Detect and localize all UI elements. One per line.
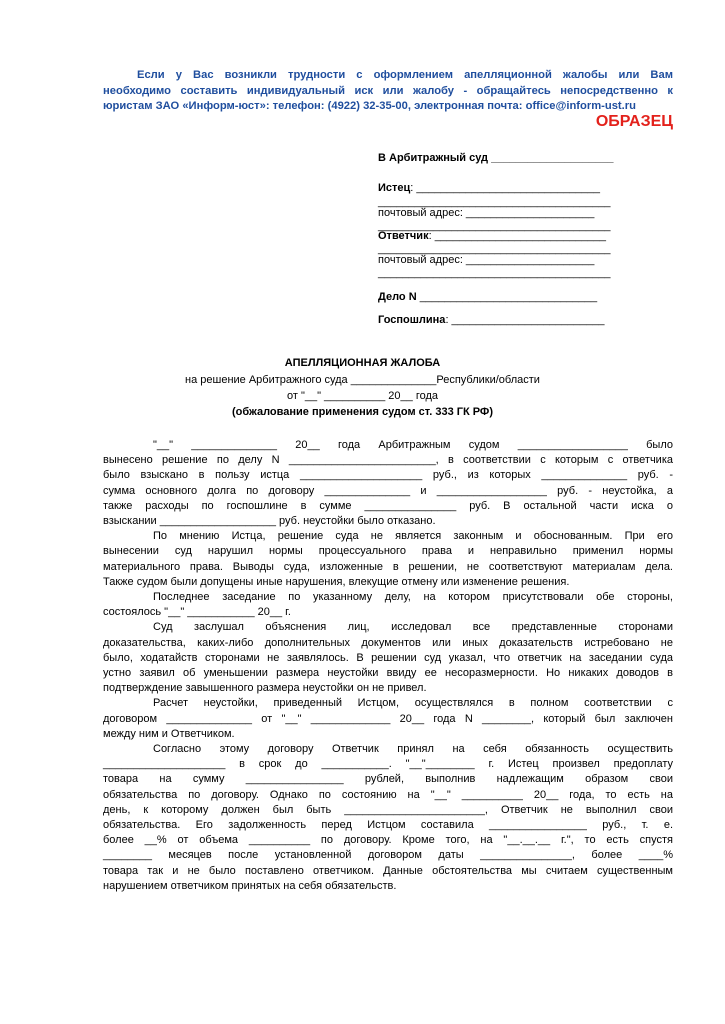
text-line: обязательства. Его задолженность перед Истцом составила ________________ руб., т. е. <box>103 819 673 832</box>
field-value: _____________________________ <box>416 291 598 303</box>
plaintiff-address-line: ______________________________________ <box>378 220 611 232</box>
case-number-field <box>378 291 597 303</box>
text-line: также расходы по госпошлине в сумме _______________ руб. В остальной части иска о <box>103 499 673 512</box>
notice-line: юристам ЗАО «Информ-юст»: телефон: (4922) 32-35-00, электронная почта: office@inform-ust.ru <box>103 100 636 112</box>
paragraph <box>103 696 673 742</box>
text-line: Расчет неустойки, приведенный Истцом, осуществлялся в полном соответствии с <box>153 697 673 710</box>
text-line: обязательства по договору. Однако по состоянию на "__" __________ 20__ года, то есть на <box>103 788 673 801</box>
text-line: сумма основного долга по договору ______________ и __________________ руб. - неустойка, а <box>103 484 673 497</box>
text-line: доказательства, каких-либо дополнительных документов или иных доказательств истребовано не <box>103 636 673 649</box>
text-line: товара на сумму ________________ рублей, выполнив надлежащим образом свои <box>103 773 673 786</box>
plaintiff-address-field: почтовый адрес: _____________________ <box>378 207 595 219</box>
text-line: товара так и не было поставлено ответчиком. Данные обстоятельства мы считаем существенным <box>103 864 673 877</box>
text-line: Также судом были допущены иные нарушения, влекущие отмену или изменение решения. <box>103 575 570 588</box>
field-label: Истец <box>378 182 411 194</box>
paragraph <box>103 620 673 696</box>
document-title: АПЕЛЛЯЦИОННАЯ ЖАЛОБА <box>284 357 441 369</box>
text-line: между ним и Ответчиком. <box>103 727 235 740</box>
field-label: Дело N <box>378 291 417 303</box>
text-line: Последнее заседание по указанному делу, на котором присутствовали обе стороны, <box>153 591 673 604</box>
text-line: ____________________ в срок до ___________. "__"________ г. Истец произвел предоплату <box>103 758 673 771</box>
field-value: : ____________________________ <box>428 230 606 242</box>
text-line: взыскании ___________________ руб. неустойки было отказано. <box>103 515 436 528</box>
paragraph <box>103 529 673 590</box>
plaintiff-line: ______________________________________ <box>378 196 611 208</box>
text-line: было, ходатайств сторонами не заявлялось. В решении суд указал, что ответчик на заседании суда <box>103 651 673 664</box>
text-line: день, к которому должен был быть _______________________, Ответчик не выполнил свои <box>103 803 673 816</box>
text-line: Согласно этому договору Ответчик принял на себя обязанность осуществить <box>153 743 673 756</box>
defendant-field <box>378 230 606 242</box>
paragraph <box>103 590 673 620</box>
title-subline: на решение Арбитражного суда ______________Республики/области <box>185 374 540 386</box>
title-note: (обжалование применения судом ст. 333 ГК РФ) <box>231 406 493 418</box>
field-value: : _________________________ <box>445 314 605 326</box>
text-line: договором ______________ от "__" _____________ 20__ года N ________, который был заключен <box>103 712 673 725</box>
field-label: Госпошлина <box>378 314 446 326</box>
text-line: "__" ______________ 20__ года Арбитражным судом __________________ было <box>153 439 673 451</box>
text-line: вынесении суд нарушил нормы процессуального права и неправильно применил нормы <box>103 545 673 558</box>
text-line: материального права. Выводы суда, изложенные в решении, не соответствуют материалам дела. <box>103 560 673 573</box>
field-label: Ответчик <box>378 230 429 242</box>
plaintiff-field <box>378 182 600 194</box>
title-date-line: от "__" __________ 20__ года <box>286 390 438 402</box>
paragraph <box>103 742 673 894</box>
text-line: более __% от объема __________ по договору. Кроме того, на "__.__.__ г.", то есть спустя <box>103 834 673 847</box>
sample-stamp: ОБРАЗЕЦ <box>595 113 673 130</box>
complaint-body <box>103 438 673 894</box>
court-field: В Арбитражный суд ____________________ <box>378 152 614 164</box>
text-line: По мнению Истца, решение суда не является законным и обоснованным. При его <box>153 530 673 543</box>
text-line: устно заявил об уменьшении размера неустойки ввиду ее несоразмерности. Но никаких доводов в <box>103 667 673 680</box>
text-line: вынесено решение по делу N ________________________, в соответствии с которым с ответчика <box>103 454 673 467</box>
contact-notice <box>103 68 673 115</box>
text-line: состоялось "__" ___________ 20__ г. <box>103 606 291 619</box>
text-line: Суд заслушал объяснения лиц, исследовал все представленные сторонами <box>153 621 673 634</box>
text-line: подтверждение завышенного размера неустойки он не привел. <box>103 682 427 695</box>
defendant-address-field: почтовый адрес: _____________________ <box>378 254 595 266</box>
notice-line: Если у Вас возникли трудности с оформлением апелляционной жалобы или Вам <box>137 69 673 81</box>
notice-line: необходимо составить индивидуальный иск или жалобу - обращайтесь непосредственно к <box>103 84 673 97</box>
defendant-address-line: ______________________________________ <box>378 267 611 279</box>
state-fee-field <box>378 314 605 326</box>
paragraph <box>103 438 673 529</box>
text-line: было взыскано в пользу истца ____________________ руб., из которых ______________ руб. - <box>103 469 673 482</box>
text-line: ________ месяцев после установленной договором даты _______________, более ____% <box>103 849 673 862</box>
defendant-line: ______________________________________ <box>378 243 611 255</box>
field-value: : ______________________________ <box>410 182 600 194</box>
text-line: нарушением ответчиком принятых на себя обязательств. <box>103 879 397 892</box>
